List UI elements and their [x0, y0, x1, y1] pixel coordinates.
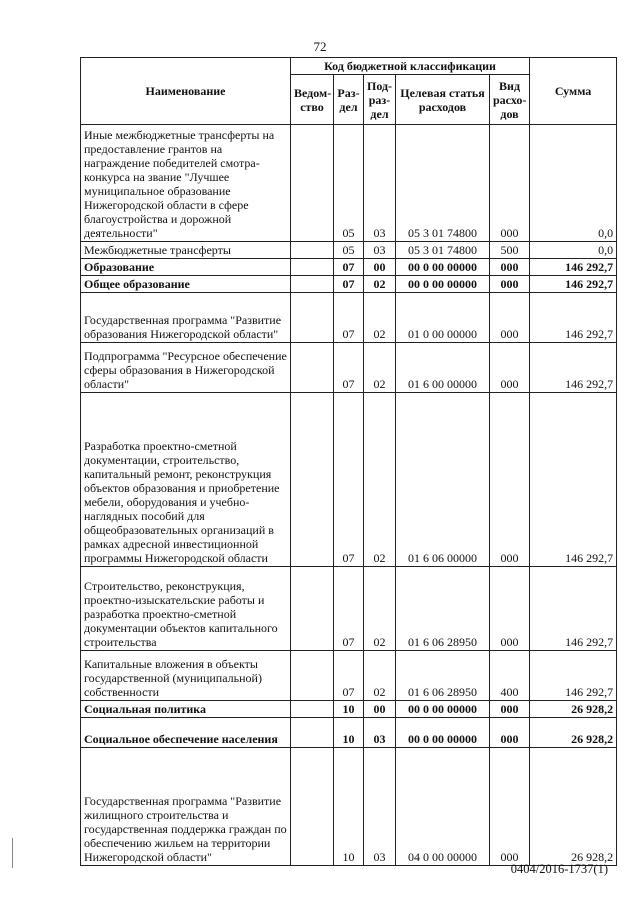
row-name: Иные межбюджетные трансферты на предоставление грантов на награждение победителей смотра-конкурса на звание "Лучшее муниципальное образование Нижегородской области в сфере благоустройства и дорожной деятельности" [81, 125, 291, 242]
table-row [81, 293, 617, 343]
table-row [81, 651, 617, 701]
table-row [81, 701, 617, 718]
row-vid-rashodov: 000 [490, 259, 530, 276]
row-razdel: 07 [334, 343, 364, 393]
row-vid-rashodov: 000 [490, 343, 530, 393]
row-sum: 0,0 [530, 125, 617, 242]
header-sum: Сумма [530, 58, 617, 125]
row-podrazdel: 02 [364, 276, 396, 293]
row-name: Подпрограмма "Ресурсное обеспечение сферы образования в Нижегородской области" [81, 343, 291, 393]
row-podrazdel: 03 [364, 242, 396, 259]
row-podrazdel: 00 [364, 701, 396, 718]
row-name: Межбюджетные трансферты [81, 242, 291, 259]
row-name: Государственная программа "Развитие образования Нижегородской области" [81, 293, 291, 343]
row-razdel: 07 [334, 293, 364, 343]
row-sum: 26 928,2 [530, 718, 617, 748]
row-celevaya-statya: 01 6 06 28950 [396, 567, 490, 651]
table-row [81, 125, 617, 242]
row-vedomstvo [291, 259, 334, 276]
row-razdel: 05 [334, 242, 364, 259]
row-sum: 146 292,7 [530, 276, 617, 293]
table-row [81, 276, 617, 293]
row-sum: 146 292,7 [530, 567, 617, 651]
row-razdel: 10 [334, 718, 364, 748]
budget-table [80, 57, 617, 866]
row-vedomstvo [291, 125, 334, 242]
row-razdel: 07 [334, 276, 364, 293]
header-podrazdel: Под-раз-дел [364, 75, 396, 125]
row-celevaya-statya: 00 0 00 00000 [396, 259, 490, 276]
table-row [81, 718, 617, 748]
row-vedomstvo [291, 343, 334, 393]
row-sum: 0,0 [530, 242, 617, 259]
row-vedomstvo [291, 748, 334, 866]
table-row [81, 748, 617, 866]
row-celevaya-statya: 01 6 06 00000 [396, 393, 490, 567]
row-razdel: 07 [334, 259, 364, 276]
table-row [81, 567, 617, 651]
row-sum: 146 292,7 [530, 293, 617, 343]
row-podrazdel: 03 [364, 125, 396, 242]
row-celevaya-statya: 00 0 00 00000 [396, 276, 490, 293]
row-podrazdel: 02 [364, 393, 396, 567]
row-celevaya-statya: 00 0 00 00000 [396, 701, 490, 718]
row-vedomstvo [291, 276, 334, 293]
header-classification-group: Код бюджетной классификации [291, 58, 530, 75]
table-row [81, 393, 617, 567]
row-razdel: 07 [334, 651, 364, 701]
table-row [81, 242, 617, 259]
row-sum: 26 928,2 [530, 748, 617, 866]
row-vid-rashodov: 000 [490, 718, 530, 748]
row-vedomstvo [291, 293, 334, 343]
row-celevaya-statya: 05 3 01 74800 [396, 242, 490, 259]
header-vid-rashodov: Вид расхо-дов [490, 75, 530, 125]
row-vedomstvo [291, 701, 334, 718]
row-podrazdel: 03 [364, 748, 396, 866]
row-vedomstvo [291, 567, 334, 651]
row-name: Социальное обеспечение населения [81, 718, 291, 748]
row-razdel: 07 [334, 567, 364, 651]
header-razdel: Раз-дел [334, 75, 364, 125]
document-code: 0404/2016-1737(1) [510, 862, 608, 876]
row-podrazdel: 02 [364, 567, 396, 651]
row-vid-rashodov: 000 [490, 276, 530, 293]
row-vid-rashodov: 400 [490, 651, 530, 701]
row-sum: 146 292,7 [530, 393, 617, 567]
row-sum: 146 292,7 [530, 651, 617, 701]
row-podrazdel: 02 [364, 651, 396, 701]
table-body [81, 125, 617, 866]
row-name: Капитальные вложения в объекты государственной (муниципальной) собственности [81, 651, 291, 701]
row-sum: 146 292,7 [530, 259, 617, 276]
row-name: Общее образование [81, 276, 291, 293]
row-podrazdel: 03 [364, 718, 396, 748]
row-vedomstvo [291, 718, 334, 748]
row-vid-rashodov: 000 [490, 393, 530, 567]
row-podrazdel: 00 [364, 259, 396, 276]
row-celevaya-statya: 00 0 00 00000 [396, 718, 490, 748]
row-name: Строительство, реконструкция, проектно-изыскательские работы и разработка проектно-сметной документации объектов капитального строительства [81, 567, 291, 651]
row-vid-rashodov: 000 [490, 701, 530, 718]
header-name: Наименование [81, 58, 291, 125]
row-name: Образование [81, 259, 291, 276]
margin-mark [12, 838, 13, 868]
row-vedomstvo [291, 393, 334, 567]
row-vid-rashodov: 000 [490, 748, 530, 866]
row-celevaya-statya: 01 0 00 00000 [396, 293, 490, 343]
row-razdel: 10 [334, 748, 364, 866]
row-vedomstvo [291, 242, 334, 259]
row-vid-rashodov: 000 [490, 125, 530, 242]
row-name: Разработка проектно-сметной документации, строительство, капитальный ремонт, реконструкция объектов образования и приобретение мебели, оборудования и учебно-наглядных пособий для общеобразовательных организаций в рамках адресной инвестиционной программы Нижегородской области [81, 393, 291, 567]
row-sum: 146 292,7 [530, 343, 617, 393]
row-razdel: 07 [334, 393, 364, 567]
row-podrazdel: 02 [364, 343, 396, 393]
row-sum: 26 928,2 [530, 701, 617, 718]
header-vedomstvo: Ведом-ство [291, 75, 334, 125]
row-vedomstvo [291, 651, 334, 701]
page-number: 72 [313, 39, 327, 54]
row-razdel: 10 [334, 701, 364, 718]
row-celevaya-statya: 04 0 00 00000 [396, 748, 490, 866]
row-name: Государственная программа "Развитие жилищного строительства и государственная поддержка граждан по обеспечению жильем на территории Нижегородской области" [81, 748, 291, 866]
header-celevaya-statya: Целевая статья расходов [396, 75, 490, 125]
row-celevaya-statya: 01 6 00 00000 [396, 343, 490, 393]
table-row [81, 259, 617, 276]
row-celevaya-statya: 05 3 01 74800 [396, 125, 490, 242]
row-vid-rashodov: 500 [490, 242, 530, 259]
row-razdel: 05 [334, 125, 364, 242]
row-podrazdel: 02 [364, 293, 396, 343]
row-vid-rashodov: 000 [490, 567, 530, 651]
row-name: Социальная политика [81, 701, 291, 718]
row-vid-rashodov: 000 [490, 293, 530, 343]
table-row [81, 343, 617, 393]
row-celevaya-statya: 01 6 06 28950 [396, 651, 490, 701]
